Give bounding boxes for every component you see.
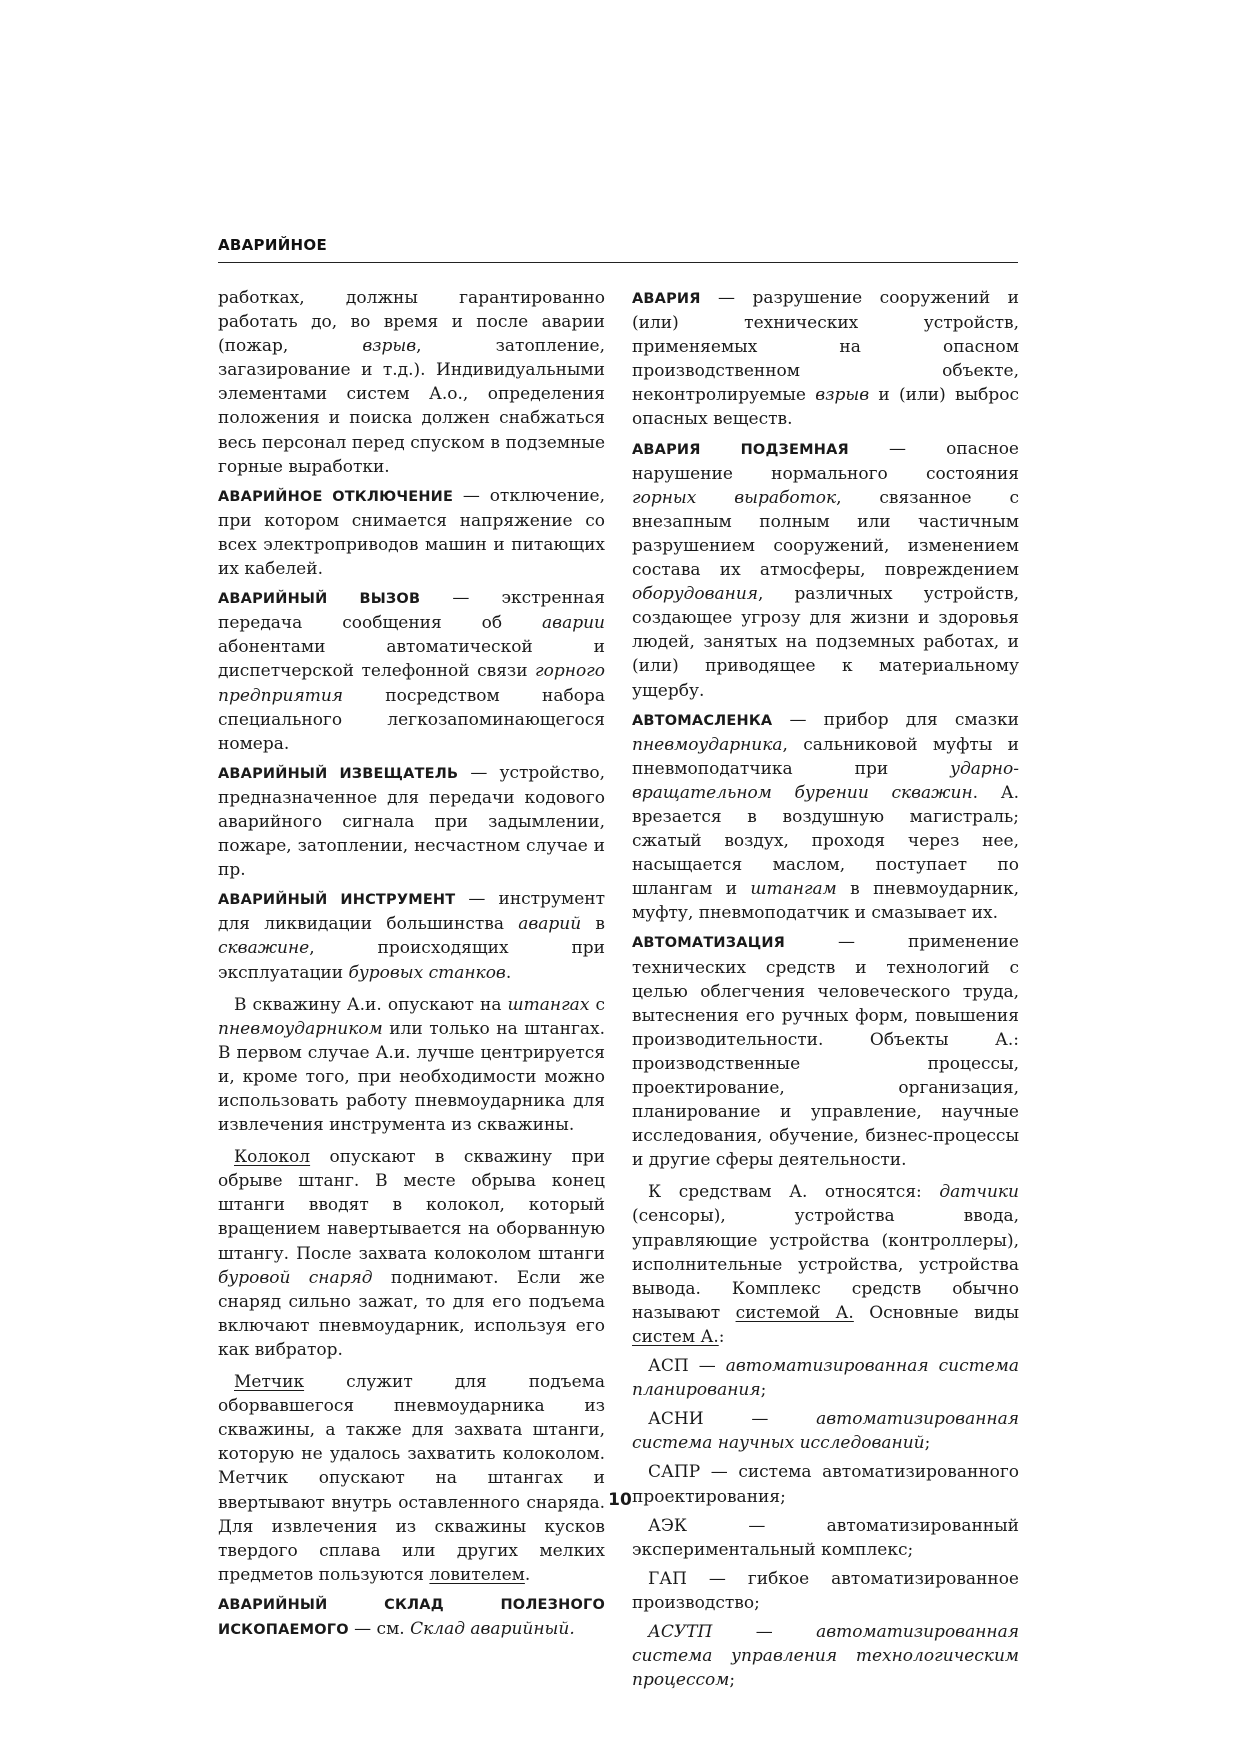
cross-ref: аварии — [542, 613, 605, 634]
list-item — [632, 1567, 1019, 1615]
entry-term: АВТОМАТИЗАЦИЯ — [632, 935, 786, 952]
punctuation: ; — [760, 1380, 767, 1401]
page-number: 10 — [608, 1490, 632, 1510]
text: — применение технических средств и технологий с целью облегчения человеческого труда, вытеснения его ручных форм, повышения производительности. Объекты А.: производственные процессы, проектирование, организация, планирование и управление, научные исследования, обучение, бизнес-процессы и другие сферы деятельности. — [632, 932, 1019, 1171]
cross-ref: горного предприятия — [218, 661, 605, 706]
text: , затопление, загазирование и т.д.). Индивидуальными элементами систем А.о., определения положения и поиска должен снабжаться весь персонал перед спуском в подземные горные выработки. — [218, 336, 605, 477]
text: посредством набора специального легкозапоминающегося номера. — [218, 685, 605, 754]
punctuation: ; — [907, 1539, 914, 1560]
text: . — [524, 1564, 531, 1585]
entry-term: АВАРИЯ — [632, 291, 701, 307]
text: , происходящих при эксплуатации — [218, 938, 605, 983]
text: , сальниковой муфты и пневмоподатчика при — [632, 734, 1019, 779]
dash: — — [712, 1621, 817, 1642]
entry-avariyny-vyzov — [218, 586, 605, 756]
entry-avariyny-sklad — [218, 1592, 605, 1642]
cross-ref: Склад аварийный. — [410, 1618, 575, 1639]
text: , связанное с внезапным полным или частичным разрушением сооружений, изменением состава их атмосферы, повреждением — [632, 487, 1019, 581]
text: — опасное нарушение нормального состояния — [632, 438, 1019, 484]
underlined-term: ловителем — [429, 1564, 525, 1585]
cross-ref: ударно-вращательном бурении скважин — [632, 758, 1019, 803]
text: — инструмент для ликвидации большинства — [218, 889, 605, 935]
definition: автоматизированная система научных исследований — [632, 1409, 1019, 1454]
header-rule — [218, 262, 1018, 263]
text: — устройство, предназначенное для передачи кодового аварийного сигнала при задымлении, пожаре, затоплении, несчастном случае и пр. — [218, 762, 605, 881]
entry-term: АВТОМАСЛЕНКА — [632, 712, 773, 729]
cross-ref: датчики — [939, 1182, 1019, 1203]
paragraph — [218, 993, 605, 1138]
text: абонентами автоматической и диспетчерской телефонной связи — [218, 637, 605, 682]
text: опускают в скважину при обрыве штанг. В месте обрыва конец штанги вводят в колокол, который вращением навертывается на оборванную штангу. После захвата колоколом штанги — [218, 1147, 605, 1264]
punctuation: ; — [780, 1486, 786, 1507]
entry-avtomaslenka — [632, 708, 1019, 926]
abbreviation: АСП — [648, 1356, 689, 1377]
definition: автоматизированная система управления технологическим процессом — [632, 1621, 1019, 1691]
entry-avariyny-instrument — [218, 887, 605, 984]
entry-continuation — [218, 286, 605, 479]
definition: автоматизированный экспериментальный комплекс — [632, 1515, 1019, 1560]
cross-ref: взрыв — [815, 385, 870, 406]
entry-term: АВАРИЙНЫЙ ИЗВЕЩАТЕЛЬ — [218, 765, 459, 782]
entry-term: АВАРИЯ ПОДЗЕМНАЯ — [632, 441, 849, 458]
abbreviation: САПР — [648, 1462, 701, 1483]
definition: автоматизированная система планирования — [632, 1356, 1019, 1401]
underlined-term: Метчик — [234, 1372, 305, 1393]
entry-avtomatizatsiya — [632, 930, 1019, 1172]
systems-list — [632, 1354, 1019, 1692]
text: : — [718, 1326, 725, 1347]
entry-term: АВАРИЙНЫЙ ИНСТРУМЕНТ — [218, 892, 456, 909]
abbreviation: АСНИ — [648, 1409, 704, 1430]
entry-term: АВАРИЙНЫЙ ВЫЗОВ — [218, 591, 421, 608]
entry-term: АВАРИЙНОЕ ОТКЛЮЧЕНИЕ — [218, 488, 454, 505]
text: работках, должны гарантированно работать до, во время и после аварии (пожар, — [218, 288, 605, 357]
underlined-term: системой А. — [735, 1302, 854, 1323]
cross-ref: штангах — [507, 994, 590, 1015]
cross-ref: пневмоударником — [218, 1018, 383, 1039]
text: . — [505, 962, 512, 983]
text: Основные виды — [853, 1302, 1019, 1323]
entry-avariyny-izveshchatel — [218, 761, 605, 882]
text: В скважину А.и. опускают на — [234, 994, 508, 1015]
text: — разрушение сооружений и (или) технических устройств, применяемых на опасном производственном объекте, неконтролируемые — [632, 288, 1019, 406]
entry-term: АВАРИЙНЫЙ СКЛАД ПОЛЕЗНОГО ИСКОПАЕМОГО — [218, 1596, 605, 1638]
paragraph — [218, 1145, 605, 1362]
text: служит для подъема оборвавшегося пневмоударника из скважины, а также для захвата штанги, которую не удалось захватить колоколом. Метчик опускают на штангах и ввертывают внутрь оставленного снаряда. Для извлечения из скважины кусков твердого сплава или других мелких предметов пользуются — [218, 1372, 605, 1585]
right-column — [632, 286, 1019, 1697]
list-item — [632, 1407, 1019, 1455]
text: — см. — [348, 1618, 411, 1639]
dash: — — [703, 1409, 817, 1430]
cross-ref: скважине — [218, 938, 310, 959]
text: — экстренная передача сообщения об — [218, 588, 605, 634]
cross-ref: горных выработок — [632, 487, 837, 508]
dash: — — [688, 1356, 726, 1377]
list-item — [632, 1514, 1019, 1562]
abbreviation: АСУТП — [648, 1621, 713, 1642]
paragraph — [218, 1370, 605, 1587]
abbreviation: АЭК — [648, 1515, 688, 1536]
running-head: АВАРИЙНОЕ — [218, 236, 328, 254]
cross-ref: оборудования — [632, 584, 759, 605]
entry-avariynoe-otklyuchenie — [218, 484, 605, 581]
cross-ref: буровой снаряд — [218, 1267, 373, 1288]
entry-avariya — [632, 286, 1019, 432]
text: К средствам А. относятся: — [648, 1182, 940, 1203]
paragraph — [632, 1180, 1019, 1349]
text: и (или) выброс опасных веществ. — [632, 385, 1019, 430]
cross-ref: буровых станков — [348, 962, 506, 983]
text: в пневмоударник, муфту, пневмоподатчик и смазывает их. — [632, 879, 1019, 924]
entry-avariya-podzemnaya — [632, 437, 1019, 703]
text: (сенсоры), устройства ввода, управляющие устройства (контроллеры), исполнительные устройства, устройства вывода. Комплекс средств обычно называют — [632, 1206, 1019, 1323]
text: , различных устройств, создающее угрозу для жизни и здоровья людей, занятых на подземных работах, и (или) приводящее к материальному ущербу. — [632, 584, 1019, 701]
cross-ref: взрыв — [362, 336, 417, 357]
text: . А. врезается в воздушную магистраль; сжатый воздух, проходя через нее, насыщается маслом, поступает по шлангам и — [632, 782, 1019, 900]
left-column — [218, 286, 605, 1647]
text: — отключение, при котором снимается напряжение со всех электроприводов машин и питающих их кабелей. — [218, 485, 605, 580]
cross-ref: штангам — [750, 879, 837, 900]
list-item — [632, 1620, 1019, 1692]
punctuation: ; — [754, 1592, 760, 1613]
punctuation: ; — [924, 1433, 931, 1454]
text: — прибор для смазки — [772, 709, 1019, 730]
definition: гибкое автоматизированное производство — [632, 1568, 1019, 1613]
underlined-term: Колокол — [234, 1147, 311, 1168]
underlined-term: систем А. — [632, 1326, 719, 1347]
dash: — — [687, 1515, 827, 1536]
definition: система автоматизированного проектирования — [632, 1462, 1019, 1507]
text: с — [589, 994, 605, 1015]
abbreviation: ГАП — [648, 1568, 687, 1589]
dash: — — [700, 1462, 739, 1483]
text: или только на штангах. В первом случае А.и. лучше центрируется и, кроме того, при необходимости можно использовать работу пневмоударника для извлечения инструмента из скважины. — [218, 1018, 605, 1136]
punctuation: ; — [729, 1670, 736, 1691]
cross-ref: пневмоударника — [632, 734, 783, 755]
text: поднимают. Если же снаряд сильно зажат, то для его подъема включают пневмоударник, используя его как вибратор. — [218, 1267, 605, 1360]
cross-ref: аварий — [518, 914, 582, 935]
dash: — — [686, 1568, 748, 1589]
list-item — [632, 1354, 1019, 1402]
text: в — [581, 914, 605, 935]
